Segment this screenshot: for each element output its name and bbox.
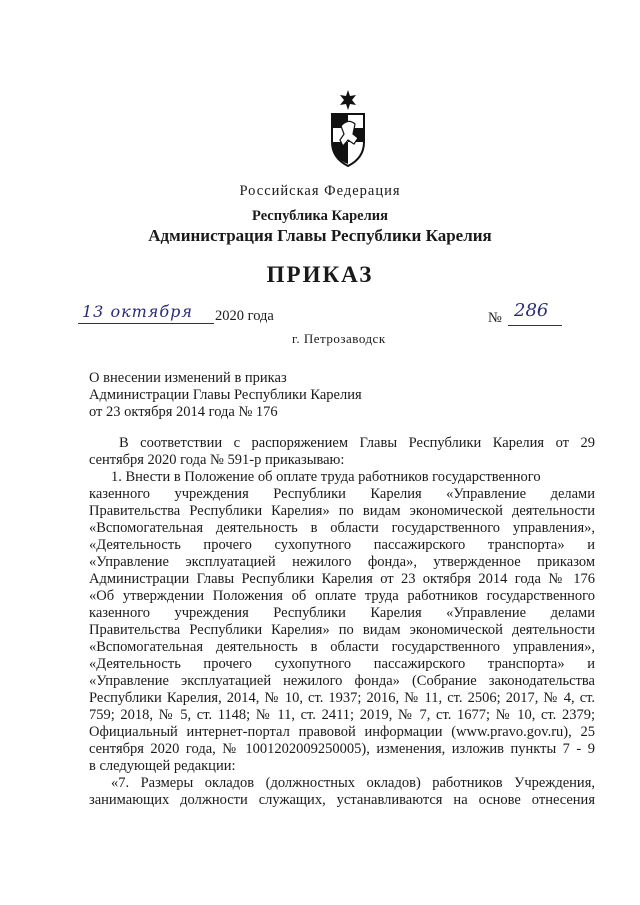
country-name: Российская Федерация — [239, 183, 401, 199]
body-line: Республики Карелия, 2014, № 10, ст. 1937; 2016, № 11, ст. 2506; 2017, № 4, ст. — [89, 690, 595, 706]
body-line: в следующей редакции: — [89, 758, 236, 774]
city: г. Петрозаводск — [292, 331, 386, 346]
body-line: сентября 2020 года № 591-р приказываю: — [89, 452, 345, 468]
subject-line: Администрации Главы Республики Карелия — [89, 387, 362, 403]
body-line: В соответствии с распоряжением Главы Республики Карелия от 29 — [119, 435, 595, 451]
body-line: «Деятельность прочего сухопутного пассажирского транспорта» и — [89, 537, 595, 553]
handwritten-number: 286 — [514, 300, 549, 321]
karelia-coat-of-arms-icon — [328, 88, 368, 168]
republic-name: Республика Карелия — [252, 208, 388, 224]
document-type-title: ПРИКАЗ — [266, 262, 374, 287]
subject-block — [89, 370, 362, 421]
body-text — [89, 435, 595, 809]
dateline — [74, 300, 574, 328]
body-line: казенного учреждения Республики Карелия «Управление делами — [89, 486, 595, 502]
subject-line: от 23 октября 2014 года № 176 — [89, 404, 278, 420]
number-underline — [508, 325, 562, 326]
body-line: казенного учреждения Республики Карелия «Управление делами — [89, 605, 595, 621]
body-line: Администрации Главы Республики Карелия от 23 октября 2014 года № 176 — [89, 571, 595, 587]
body-line: Правительства Республики Карелия» по видам экономической деятельности — [89, 622, 595, 638]
date-underline — [78, 323, 214, 324]
date-year: 2020 года — [215, 308, 274, 324]
body-line: сентября 2020 года, № 1001202009250005), изменения, изложив пункты 7 - 9 — [89, 741, 595, 757]
body-line: «Вспомогательная деятельность в области государственного управления», — [89, 520, 595, 536]
body-line: «Вспомогательная деятельность в области государственного управления», — [89, 639, 595, 655]
handwritten-date: 13 октября — [82, 302, 193, 321]
body-line: «Деятельность прочего сухопутного пассажирского транспорта» и — [89, 656, 595, 672]
body-line: Правительства Республики Карелия» по видам экономической деятельности — [89, 503, 595, 519]
body-line: 759; 2018, № 5, ст. 1148; № 11, ст. 2411; 2019, № 7, ст. 1677; № 10, ст. 2379; — [89, 707, 595, 723]
body-line: Официальный интернет-портал правовой информации (www.pravo.gov.ru), 25 — [89, 724, 595, 740]
body-line: «Управление эксплуатацией нежилого фонда», утвержденное приказом — [89, 554, 595, 570]
number-label: № — [488, 310, 502, 326]
administration-name: Администрация Главы Республики Карелия — [148, 226, 492, 245]
body-line: занимающих должности служащих, устанавливаются на основе отнесения — [89, 792, 595, 808]
body-line: 1. Внести в Положение об оплате труда работников государственного — [111, 469, 541, 485]
body-line: «7. Размеры окладов (должностных окладов) работников Учреждения, — [111, 775, 595, 791]
subject-line: О внесении изменений в приказ — [89, 370, 287, 386]
body-line: «Управление эксплуатацией нежилого фонда» (Собрание законодательства — [89, 673, 595, 689]
body-line: «Об утверждении Положения об оплате труда работников государственного — [89, 588, 595, 604]
